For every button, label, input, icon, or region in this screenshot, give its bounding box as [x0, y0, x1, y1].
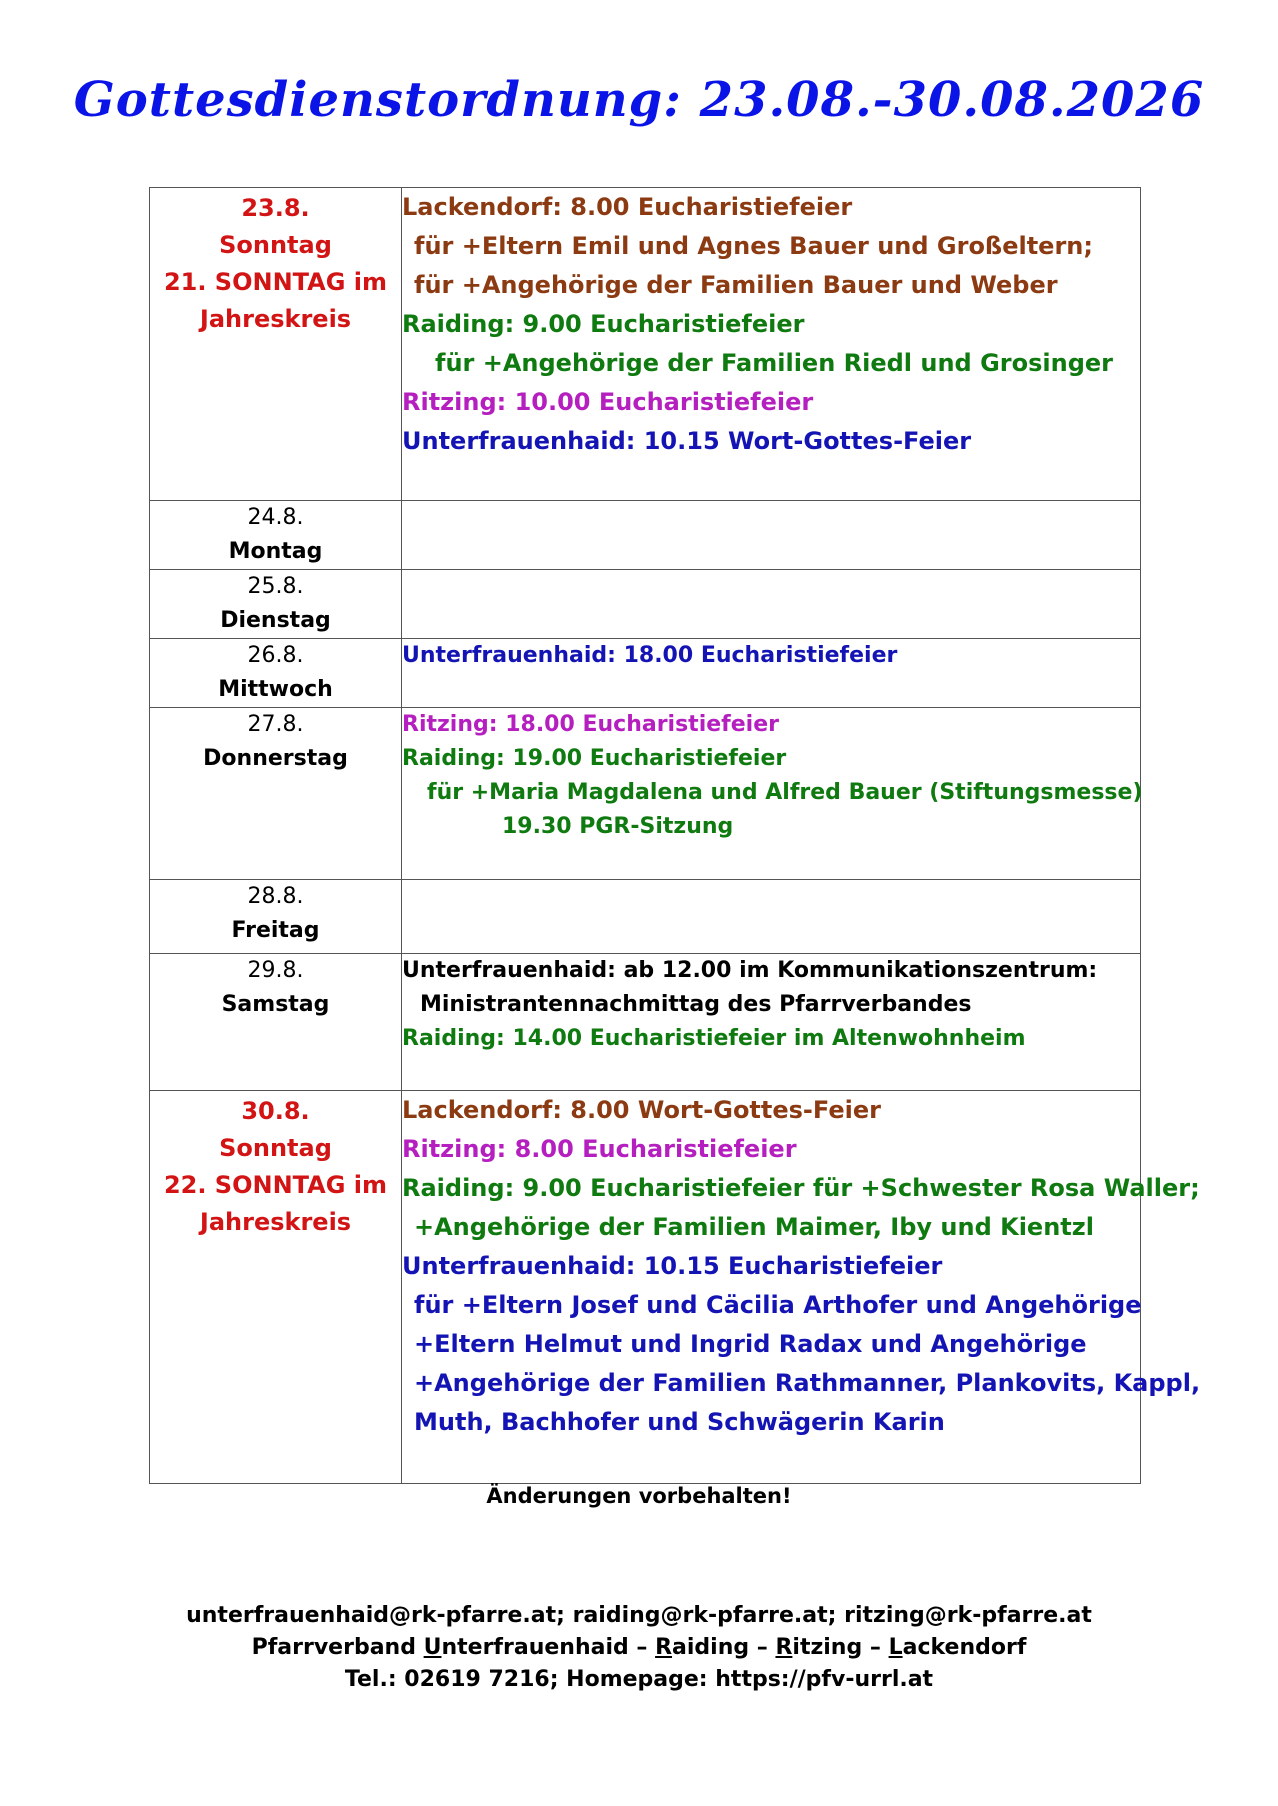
association-initial: R	[655, 1635, 673, 1660]
weekday-label: Freitag	[231, 918, 320, 943]
weekday-label: Sonntag	[219, 1134, 332, 1162]
table-row	[150, 501, 1141, 570]
event-line: Raiding: 9.00 Eucharistiefeier	[402, 310, 805, 338]
footer	[0, 1600, 1278, 1696]
event-line: für +Eltern Josef und Cäcilia Arthofer und Angehörige	[414, 1291, 1142, 1319]
footer-association	[0, 1632, 1278, 1664]
footer-contact: Tel.: 02619 7216; Homepage: https://pfv-urrl.at	[344, 1667, 934, 1692]
changes-note: Änderungen vorbehalten!	[486, 1484, 792, 1508]
association-prefix: Pfarrverband	[251, 1635, 424, 1660]
date-cell	[150, 639, 402, 708]
events-cell	[402, 188, 1141, 501]
association-name-rest: itzing	[792, 1635, 863, 1660]
weekday-label: Mittwoch	[218, 677, 333, 702]
weekday-label: Samstag	[221, 992, 330, 1017]
association-initial: R	[775, 1635, 793, 1660]
table-row	[150, 570, 1141, 639]
date-label: 27.8.	[247, 712, 304, 737]
event-line: Raiding: 9.00 Eucharistiefeier für +Schwester Rosa Waller;	[402, 1174, 1200, 1202]
table-row	[150, 188, 1141, 501]
schedule-table	[149, 187, 1201, 1484]
association-names	[424, 1635, 1027, 1660]
date-label: 26.8.	[247, 643, 304, 668]
date-cell	[150, 708, 402, 880]
event-line: für +Maria Magdalena und Alfred Bauer (Stiftungsmesse)	[427, 780, 1143, 805]
events-cell	[402, 639, 1141, 708]
association-name-rest: ackendorf	[902, 1635, 1027, 1660]
feast-label: 21. SONNTAG im	[163, 268, 388, 296]
event-line: 19.30 PGR-Sitzung	[502, 814, 734, 839]
date-label: 25.8.	[247, 574, 304, 599]
date-cell	[150, 880, 402, 954]
date-label: 30.8.	[241, 1097, 310, 1125]
association-name-rest: nterfrauenhaid	[441, 1635, 629, 1660]
event-line: Unterfrauenhaid: 10.15 Wort-Gottes-Feier	[402, 427, 972, 455]
weekday-label: Dienstag	[220, 608, 331, 633]
events-cell	[402, 1091, 1201, 1484]
events-cell	[402, 954, 1141, 1091]
event-line: Ritzing: 10.00 Eucharistiefeier	[402, 388, 814, 416]
weekday-label: Montag	[228, 539, 323, 564]
weekday-label: Donnerstag	[203, 746, 348, 771]
date-cell	[150, 1091, 402, 1484]
feast-label: 22. SONNTAG im	[163, 1171, 388, 1199]
event-line: +Eltern Helmut und Ingrid Radax und Angehörige	[414, 1330, 1087, 1358]
event-line: Unterfrauenhaid: 18.00 Eucharistiefeier	[402, 643, 898, 668]
feast-label: Jahreskreis	[199, 1208, 352, 1236]
association-initial: L	[888, 1635, 903, 1660]
event-line: +Angehörige der Familien Rathmanner, Plankovits, Kappl,	[414, 1369, 1201, 1397]
event-line: +Angehörige der Familien Maimer, Iby und Kientzl	[414, 1213, 1094, 1241]
event-line: Ministrantennachmittag des Pfarrverbandes	[420, 992, 972, 1017]
footer-emails: unterfrauenhaid@rk-pfarre.at; raiding@rk-pfarre.at; ritzing@rk-pfarre.at	[186, 1603, 1092, 1628]
event-line: Lackendorf: 8.00 Wort-Gottes-Feier	[402, 1096, 881, 1124]
table-row	[150, 639, 1141, 708]
association-separator: –	[749, 1635, 776, 1660]
date-cell	[150, 570, 402, 639]
event-line: für +Angehörige der Familien Bauer und Weber	[414, 271, 1058, 299]
table-row	[150, 1091, 1141, 1484]
table-row	[150, 708, 1141, 880]
events-cell	[402, 708, 1141, 880]
events-cell	[402, 570, 1141, 639]
date-cell	[150, 954, 402, 1091]
association-separator: –	[628, 1635, 656, 1660]
event-line: Raiding: 14.00 Eucharistiefeier im Altenwohnheim	[402, 1026, 1026, 1051]
weekday-label: Sonntag	[219, 231, 332, 259]
events-cell	[402, 880, 1141, 954]
table-row	[150, 880, 1141, 954]
date-cell	[150, 188, 402, 501]
date-label: 24.8.	[247, 505, 304, 530]
event-line: Lackendorf: 8.00 Eucharistiefeier	[402, 193, 853, 221]
association-initial: U	[423, 1635, 442, 1660]
date-label: 28.8.	[247, 884, 304, 909]
date-label: 23.8.	[241, 194, 310, 222]
events-cell	[402, 501, 1141, 570]
date-label: 29.8.	[247, 958, 304, 983]
association-name-rest: aiding	[672, 1635, 750, 1660]
event-line: für +Angehörige der Familien Riedl und Grosinger	[435, 349, 1113, 377]
event-line: Raiding: 19.00 Eucharistiefeier	[402, 746, 787, 771]
event-line: Unterfrauenhaid: 10.15 Eucharistiefeier	[402, 1252, 943, 1280]
event-line: Muth, Bachhofer und Schwägerin Karin	[414, 1408, 945, 1436]
event-line: Unterfrauenhaid: ab 12.00 im Kommunikationszentrum:	[402, 958, 1098, 983]
feast-label: Jahreskreis	[199, 305, 352, 333]
event-line: Ritzing: 18.00 Eucharistiefeier	[402, 712, 779, 737]
event-line: Ritzing: 8.00 Eucharistiefeier	[402, 1135, 797, 1163]
page-title: Gottesdienstordnung: 23.08.-30.08.2026	[73, 72, 1205, 128]
table-row	[150, 954, 1141, 1091]
date-cell	[150, 501, 402, 570]
association-separator: –	[862, 1635, 889, 1660]
event-line: für +Eltern Emil und Agnes Bauer und Großeltern;	[414, 232, 1093, 260]
